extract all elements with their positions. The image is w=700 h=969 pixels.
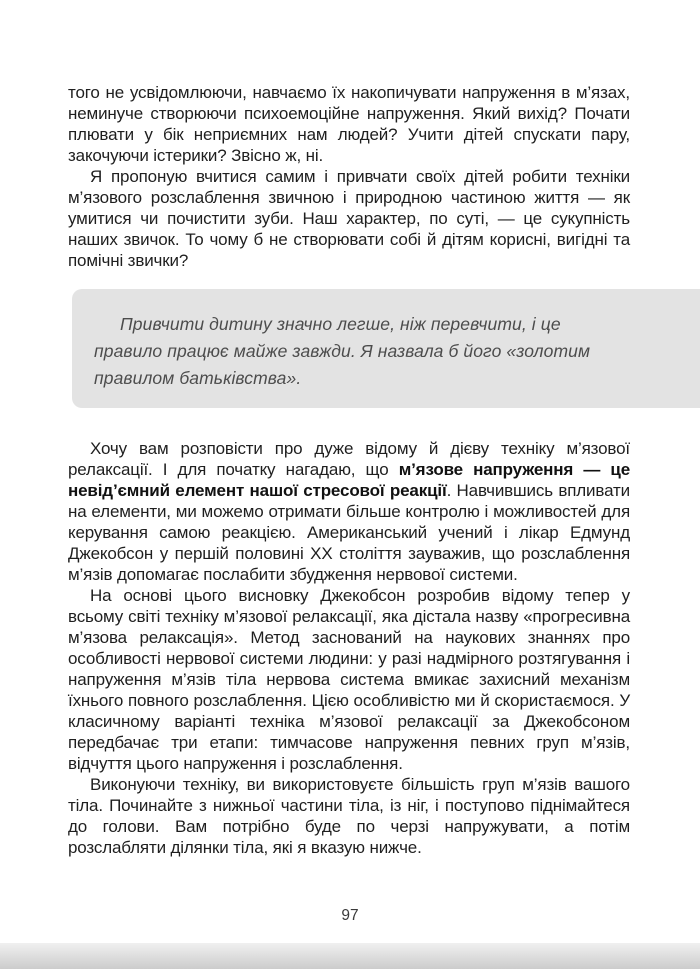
- paragraph-bold-segment: м’язове напруження — це невід’ємний елемент нашої стресової реакції: [68, 460, 630, 500]
- page-bottom-shadow: [0, 943, 700, 969]
- paragraph-segment: Хочу вам розповісти про дуже відому й дієву техніку м’язової релаксації. І для початку нагадаю, що: [68, 439, 630, 479]
- text-block-bottom: [68, 438, 630, 858]
- paragraph: Виконуючи техніку, ви використовуєте більшість груп м’язів вашого тіла. Починайте з нижньої частини тіла, із ніг, і поступово піднімайтеся до голови. Вам потрібно буде по черзі напружувати, а потім розслабляти ділянки тіла, які я вказую нижче.: [68, 775, 630, 857]
- paragraph: [68, 438, 630, 585]
- quote-block: [72, 289, 700, 408]
- text-block-top: [68, 82, 630, 271]
- page-number: 97: [341, 907, 359, 924]
- paragraph: На основі цього висновку Джекобсон розробив відому тепер у всьому світі техніку м’язової релаксації, яка дістала назву «прогресивна м’язова релаксація». Метод заснований на наукових знаннях про особливості нервової системи людини: у разі надмірного розтягування і напруження м’язів тіла нервова система вмикає захисний механізм їхнього повного розслаблення. Цією особливістю ми й скористаємося. У класичному варіанті техніка м’язової релаксації за Джекобсоном передбачає три етапи: тимчасове напруження певних груп м’язів, відчуття цього напруження і розслаблення.: [68, 586, 630, 773]
- paragraph: того не усвідомлюючи, навчаємо їх накопичувати напруження в м’язах, неминуче створюючи психоемоційне напруження. Який вихід? Почати плювати у бік неприємних нам людей? Учити дітей спускати пару, закочуючи істерики? Звісно ж, ні.: [68, 83, 630, 165]
- quote-text: Привчити дитину значно легше, ніж перевчити, і це правило працює майже завжди. Я назвала б його «золотим правилом батьківства».: [94, 314, 591, 388]
- paragraph-segment: . Навчившись впливати на елементи, ми можемо отримати більше контролю і можливостей для керування самою реакцією. Американський учений і лікар Едмунд Джекобсон у першій половині ХХ століття зауважив, що розслаблення м’язів допомагає послабити збудження нервової системи.: [68, 481, 630, 584]
- paragraph: Я пропоную вчитися самим і привчати своїх дітей робити техніки м’язового розслаблення звичною і природною частиною життя — як умитися чи почистити зуби. Наш характер, по суті, — це сукупність наших звичок. То чому б не створювати собі й дітям корисні, вигідні та помічні звички?: [68, 167, 630, 270]
